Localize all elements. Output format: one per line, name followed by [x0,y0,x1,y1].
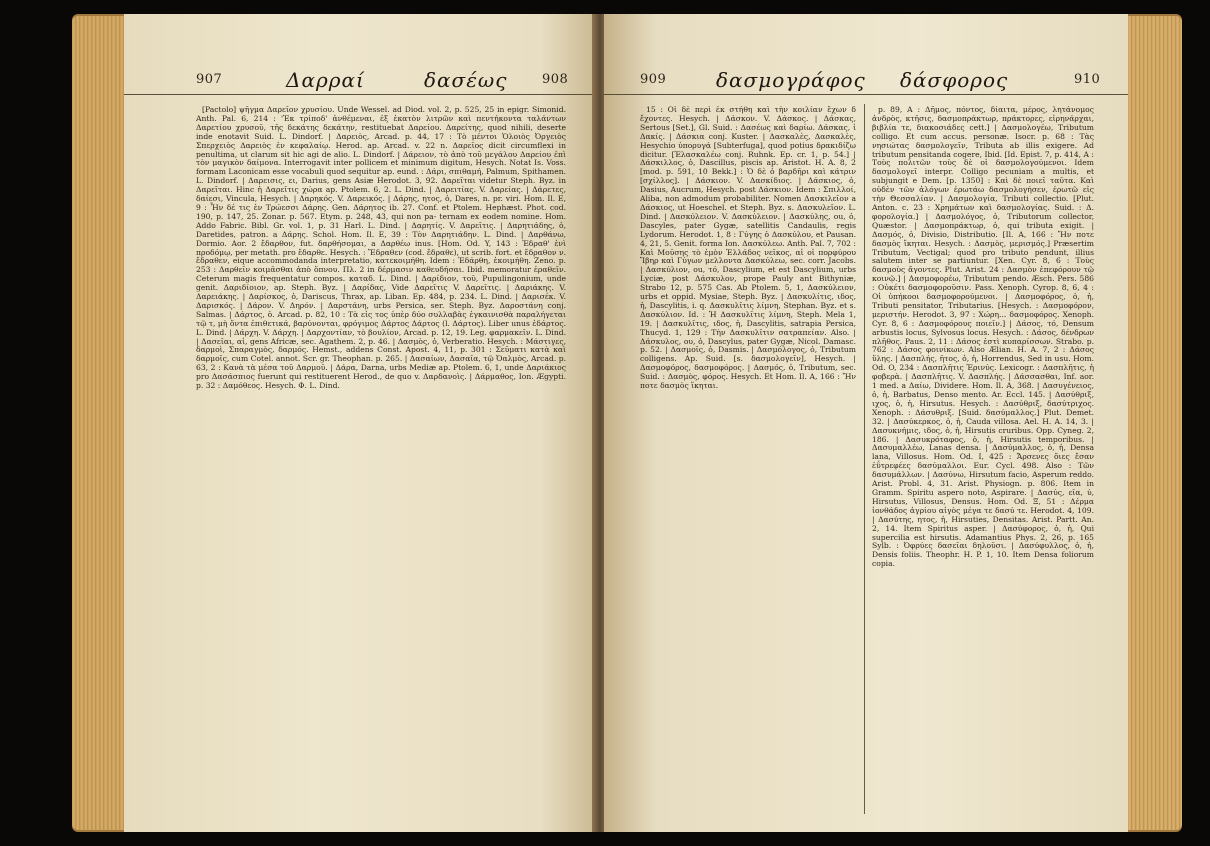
running-head-left: Δαρραί [286,68,365,92]
right-page-header [604,68,1128,95]
page-number-907: 907 [196,72,223,87]
right-page-column-2 [872,106,1094,824]
left-page [124,14,598,832]
page-number-909: 909 [640,72,667,87]
dictionary-text: p. 89, A : Δῆμος, πόντος, δίαιτα, μέρος, λητάνομος ἀνδρὸς, κτῆσις, δασμοπράκτωρ, πράκτορες, εἰρηνάρχαι, βιβλία τε, διακοσιάδες cett.] | Δασμολογέω, Tributum colligo. Et cum accus. personæ. Isocr. p. 68 : Τὰς νησιώτας δασμολογεῖν, Tributa ab illis exigere. Ad tributum pensitanda cogere, Ibid. [Id. Epist. 7, p. 414, A : Τοὺς πολιτῶν τοὺς δὲ οἱ δασμολογούμενοι. Idem δασμολογεῖ interpr. Colligo pecuniam a multis, et subjungit e Dem. [p. 1350] : Καὶ δὲ ποιεῖ ταῦτα. Καὶ οὐδὲν τῶν ἀλόγων ἐρωτάω δασμολογήσεν, ἐρωτῶ εἰς τὴν Θεσσαλίαν. | Δασμολογία, Tributi collectio. [Plut. Anton. c. 23 : Χρημάτων καὶ δασμολογίας. Suid. : Δ. φορολογία.] | Δασμολόγος, ὁ, Tributorum collector, Quæstor. | Δασμοπράκτωρ, ὁ, qui tributa exigit. | Δασμός, ὁ, Divisio, Distributio. [Il. A, 166 : Ἤν ποτε δασμὸς ἵκηται. Hesych. : Δασμὸς, μερισμός.] Præsertim Tributum, Vectigal; quod pro tributo pendunt, illius salutem inter se partiuntur. [Xen. Cyr. 8, 6 : Τοὺς δασμοὺς ἄγοντες. Plut. Arist. 24 : Δασμὸν ἐπεφόρουν τῷ κοινῷ.] | Δασμοφορέω, Tributum pendo. Æsch. Pers. 586 : Οὐκέτι δασμοφοροῦσιν. Pass. Xenoph. Cyrop. 8, 6, 4 : Οἱ ὑπήκοοι δασμοφορούμενοι. | Δασμοφόρος, ὁ, ἡ, Tributi pensitator, Tributarius. [Hesych. : Δασμοφόρον, μεριστήν. Herodot. 3, 97 : Χώρη... δασμοφόρος. Xenoph. Cyr. 8, 6 : Δασμοφόρους ποιεῖν.] | Δάσος, τό, Densum arbustis locus, Sylvosus locus. Hesych. : Δάσος, δένδρων πλῆθος. Paus. 2, 11 : Δάσος ἐστὶ κυπαρίσσων. Strabo. p. 762 : Δάσος φοινίκων. Also Ælian. H. A. 7, 2 : Δάσος ὕλης. | Δασπλής, ῆτος, ὁ, ἡ, Horrendus, Sed in usu. Hom. Od. O, 234 : Δασπλῆτις Ἐρινύς. Lexicogr. : Δασπλῆτις, ἡ φοβερὰ. | Δασπλῆτις. V. Δασπλής. | Δάσσασθαι, Inf. aor. 1 med. a Δαίω, Dividere. Hom. Il. A, 368. | Δασυγένειος, ὁ, ἡ, Barbatus, Denso mento. Ar. Eccl. 145. | Δασύθριξ, ιχος, ὁ, ἡ, Hirsutus. Hesych. : Δασύθριξ, δασύτριχος. Xenoph. : Δάσυθριξ. [Suid. δασύμαλλος.] Plut. Demet. 32. | Δασύκερκος, ὁ, ἡ, Cauda villosa. Ael. H. A. 14, 3. | Δασυκνήμις, ιδος, ὁ, ἡ, Hirsutis cruribus. Opp. Cyneg. 2, 186. | Δασυκρόταφος, ὁ, ἡ, Hirsutis temporibus. | Δασυμαλλέω, Lanas densa. | Δασύμαλλος, ὁ, ἡ, Densa lana, Villosus. Hom. Od. I, 425 : Ἄρσενες ὄιες ἔσαν ἐΰτρεφέες δασύμαλλοι. Eur. Cycl. 498. Also : Τῶν δασυμάλλων. | Δασύνω, Hirsutum facio, Asperum reddo. Arist. Probl. 4, 31. Arist. Physiogn. p. 806. Item in Gramm. Spiritu aspero noto, Aspirare. | Δασύς, εῖα, ύ, Hirsutus, Villosus, Densus. Hom. Od. Ξ, 51 : Δέρμα ἰονθάδος ἀγρίου αἰγὸς μέγα τε δασύ τε. Herodot. 4, 109. | Δασύτης, ητος, ἡ, Hirsuties, Densitas. Arist. Partt. An. 2, 14. Item Spiritus asper. | Δασύφορος, ὁ, ἡ, Qui supercilia est hirsutis. Adamantius Phys. 2, 26, p. 165 Sylb. : Ὀφρύες δασεῖαι δηλοῦσι. | Δασύφυλλος, ὁ, ἡ, Densis foliis. Theophr. H. P. 1, 10. Item Densa foliorum copia. [872,106,1094,569]
page-number-908: 908 [542,72,569,87]
page-edges-left [72,16,126,830]
running-head-right: δάσφορος [900,68,1009,92]
dictionary-text: 15 : Οἱ δὲ περὶ ἐκ στήθη καὶ τὴν κοιλίαν ἔχων δ ἔχοντες. Hesych. | Δάσκον. V. Δάσκος. | Δάσκας, Sertous [Set.], Gl. Suid. : Δασέως καὶ δαρίω. Δάσκας, ἱ Δακίς. | Δάσκια conj. Kuster. | Δασκαλὲς, Δασκαλὲς, Hesychio ὑπορυγά [Subterfuga], quod potius δρακιδίζω dicitur. [Ἐλασκαλέω conj. Ruhnk. Ep. cr. 1, p. 54.] | Δάσκιλλος, ὁ, Dascillus, piscis ap. Aristot. H. A. 8, 2 [mod. p. 591, 10 Bekk.] : Ὁ δὲ ὁ βαρδῆρι καὶ κάτριν [σχίλλος]. | Δάσκιον. V. Δασκίδιος. | Δάσκιος, ὁ, Dasius, Aucrum, Hesych. post Δάσκιον. Idem : Σπιλλοί, Aliba, non admodum probabiliter. Nomen Δασκιλεῖον a Δάσκιος, ut Hoeschel. et Steph. Byz. s. Δασκυλεῖον. L. Dind. | Δασκύλειον. V. Δασκύλειον. | Δασκύλης, ou, ὁ, Dascyles, pater Gygæ, satellitis Candaulis, regis Lydorum. Herodot. 1, 8 : Γύγης ὁ Δασκύλου, et Pausan. 4, 21, 5. Genit. forma Ion. Δασκύλεω. Anth. Pal. 7, 702 : Καὶ Μοῦσης τὸ ἐμὸν Ἑλλάδος νεῖκος, αἱ οἱ πορφύρου Ἴβηρ καὶ Γύγων μελλοντα Δασκύλεω, sec. corr. Jacobs. | Δασκύλιον, ou, τό, Dascylium, et est Dascylium, urbs Lyciæ, post Δάσκυλον, prope Pauly ant Bithyniæ, Strabo 12, p. 575 Cas. Ab Ptolem. 5, 1, Δασκύλειον, urbs et oppid. Mysiae, Steph. Byz. | Δασκυλίτις, ιδος, ἡ, Dascylitis, i. q. Δασκυλῖτις λίμνη, Stephan. Byz. et s. Δασκύλιον. Id. : Ἡ Δασκυλῖτις λίμνη, Steph. Mela 1, 19. | Δασκυλῖτις, ιδος, ἡ, Dascylitis, satrapia Persica, Thucyd. 1, 129 : Τὴν Δασκυλῖτιν σατραπείαν. Also. | Δάσκυλος, ου, ὁ, Dascylus, pater Gygæ, Nicol. Damasc. p. 52. | Δασμοῖς, ὁ, Dasmis. | Δασμόλογος, ὁ, Tributum colligens. Ap. Suid. [s. δασμολογεῖν], Hesych. | Δασμοφόρος, δασμοφόρος. | Δασμός, ὁ, Tributum, sec. Suid. : Δασμὸς, φόρος. Hesych. Et Hom. Il. A, 166 : Ἤν ποτε δασμὸς ἵκηται. [640,106,856,391]
running-head-left: δασμογράφος [716,68,866,92]
column-divider [864,104,865,814]
page-number-910: 910 [1074,72,1101,87]
right-page-column-1 [640,106,856,824]
left-page-column [196,106,566,824]
right-page [604,14,1128,832]
running-head-right: δασέως [424,68,508,92]
left-page-header [124,68,598,95]
dictionary-text: [Pactolo] ψῆγμα Δαρεῖον χρυσίου. Unde Wessel. ad Diod. vol. 2, p. 525, 25 in epigr. Simonid. Anth. Pal. 6, 214 : 'Ἐκ τρίποδ' ἀνθέμεναι, ἐξ ἑκατὸν λιτρῶν καὶ πεντήκοντα ταλάντων Δαρετίου χρυσοῦ, τῆς δεκάτης δεκάτην, restituebat Δαρείου. Δαρείτης, quod nihili, deserte inde enotavit Suid. L. Dindorf. | Δαρειὸς, Arcad. p. 44, 17 : Τὸ μέντοι Ὁλοιὸς Ὀργειὸς Σπερχειὸς Δαρειὸς ἐν κεφαλαίῳ. Herod. ap. Arcad. v. 22 n. Δαρεῖος dicit circumflexi in penultima, ut clarum sit hic agi de alio. L. Dindorf. | Δάρειον, τὸ ἀπὸ τοῦ μεγάλου Δαρείου ἐπὶ τὸν μαγικὸν δαίμονα. Interrogavit inter pollicem et minimum digitum, Hesych. Notat Is. Voss. formam Laconicam esse vocabuli quod sequitur ap. eund. : Δάρι, σπιθαμή, Palmum, Spithamen. L. Dindorf. | Δαρεισις, ει, Darius, gens Asiæ Herodot. 3, 92. Δαρεῖται videtur Steph. Byz. in Δαρεῖται. Hinc ἡ Δαρεῖτις χώρα ap. Ptolem. 6, 2. L. Dind. | Δαρειτίας. V. Δαρείας. | Δάρετες, δαίεσι, Vincula, Hesych. | Δαρηκός. V. Δαρεικός. | Δάρης, ητος, ὁ, Dares, n. pr. viri. Hom. Il. E, 9 : Ἦν δέ τις ἐν Τρώεσσι Δάρης. Gen. Δάρητος ib. 27. Conf. et Ptolem. Hephæst. Phot. cod. 190, p. 147, 25. Zonar. p. 567. Etym. p. 248, 43, qui non pa- ternam ex eodem nomine. Hom. Addo Fabric. Bibl. Gr. vol. 1, p. 31 Harl. L. Dind. | Δαρητίς. V. Δαρεῖτις. | Δαρητιάδης, ὁ, Daretides, patron. a Δάρης. Schol. Hom. Il. E, 39 : Τὸν Δαρητιάδην. L. Dind. | Δαρθάνω, Dormio. Aor. 2 ἔδαρθον, fut. δαρθήσομαι, a Δαρθέω inus. [Hom. Od. Y, 143 : Ἐδραθ' ἐνὶ προδόμῳ, per metath. pro ἔδαρθε. Hesych. : Ἔδραθεν (cod. ἔδραθε), ut scrib. fort. et ἔδραθον ν. ἔδραθεν, eique accommodanda interpretatio, κατεκοιμήθη. Idem : Ἐδάρθη, ἐκοιμήθη. Zeno. p. 253 : Δαρθεῖν κοιμᾶσθαι ἀπὸ ὅπνου. Πλ. 2 in δέρμασιν καθευδήσαι. Ibid. memoratur ἐραθεῖν. Ceterum magis frequentatur compos. καταδ. L. Dind. | Δαρίδιον, τοῦ, Pupulingonium, unde genit. Δαριδίοιον, ap. Steph. Byz. | Δαρίδας, Vide Δαρεῖτις V. Δαρεῖτις. | Δαριάκης. V. Δαρειάκης. | Δαρίσκος, ὁ, Dariscus, Thrax, ap. Liban. Ep. 484, p. 234. L. Dind. | Δαρισέκ. V. Δαρισκός. | Δάρον. V. Δηρόν. | Δαρστάνη, urbs Persica, ser. Steph. Byz. Δαροστάνη conj. Salmas. | Δάρτος, ὁ. Arcad. p. 82, 10 : Τὰ εἰς τος ὑπὲρ δύο συλλαβὰς ἐγκαινισθὰ παραλήγεται τῷ τ, μὴ ὄντα ἐπιθετικά, βαρύνονται, φρόγιμος Δάρτος Δάρτος (l. Δάρτος). Liber unus ἐδάρτος. L. Dind. | Δάρχη. V. Δάρχη. | Δαρχοντίαν, τὸ βουλίον, Arcad. p. 12, 19. Leg. φαρμακεῖν. L. Dind. | Δασεῖαι, αἱ, gens Africæ, sec. Agathem. 2, p. 46. | Δασμὸς, ὁ, Verberatio. Hesych. : Μάστιγες, δαρμοὶ, Σπαραγμὸς, δαρμός. Hemst., addens Const. Apost. 4, 11, p. 301 : Σεῦματι κατὰ καὶ δαρμοῖς, cum Cotel. annot. Scr. gr. Theophan. p. 265. | Δασαίων, Δασαῖα, τῷ Ὀαλμὸς, Arcad. p. 63, 2 : Κανὰ τὰ μέσα τοῦ Δαρμοῦ. | Δάρα, Darna, urbs Mediæ ap. Ptolem. 6, 1, unde Δαριάκιος pro Δασάσπιος fuerunt qui restituerent Herod., de quo v. Δαρδανοὶς. | Δάρμαθος, Ion. Ægypti. p. 32 : Δαμόθεος. Hesych. Φ. L. Dind. [196,106,566,391]
page-edges-right [1128,16,1182,830]
